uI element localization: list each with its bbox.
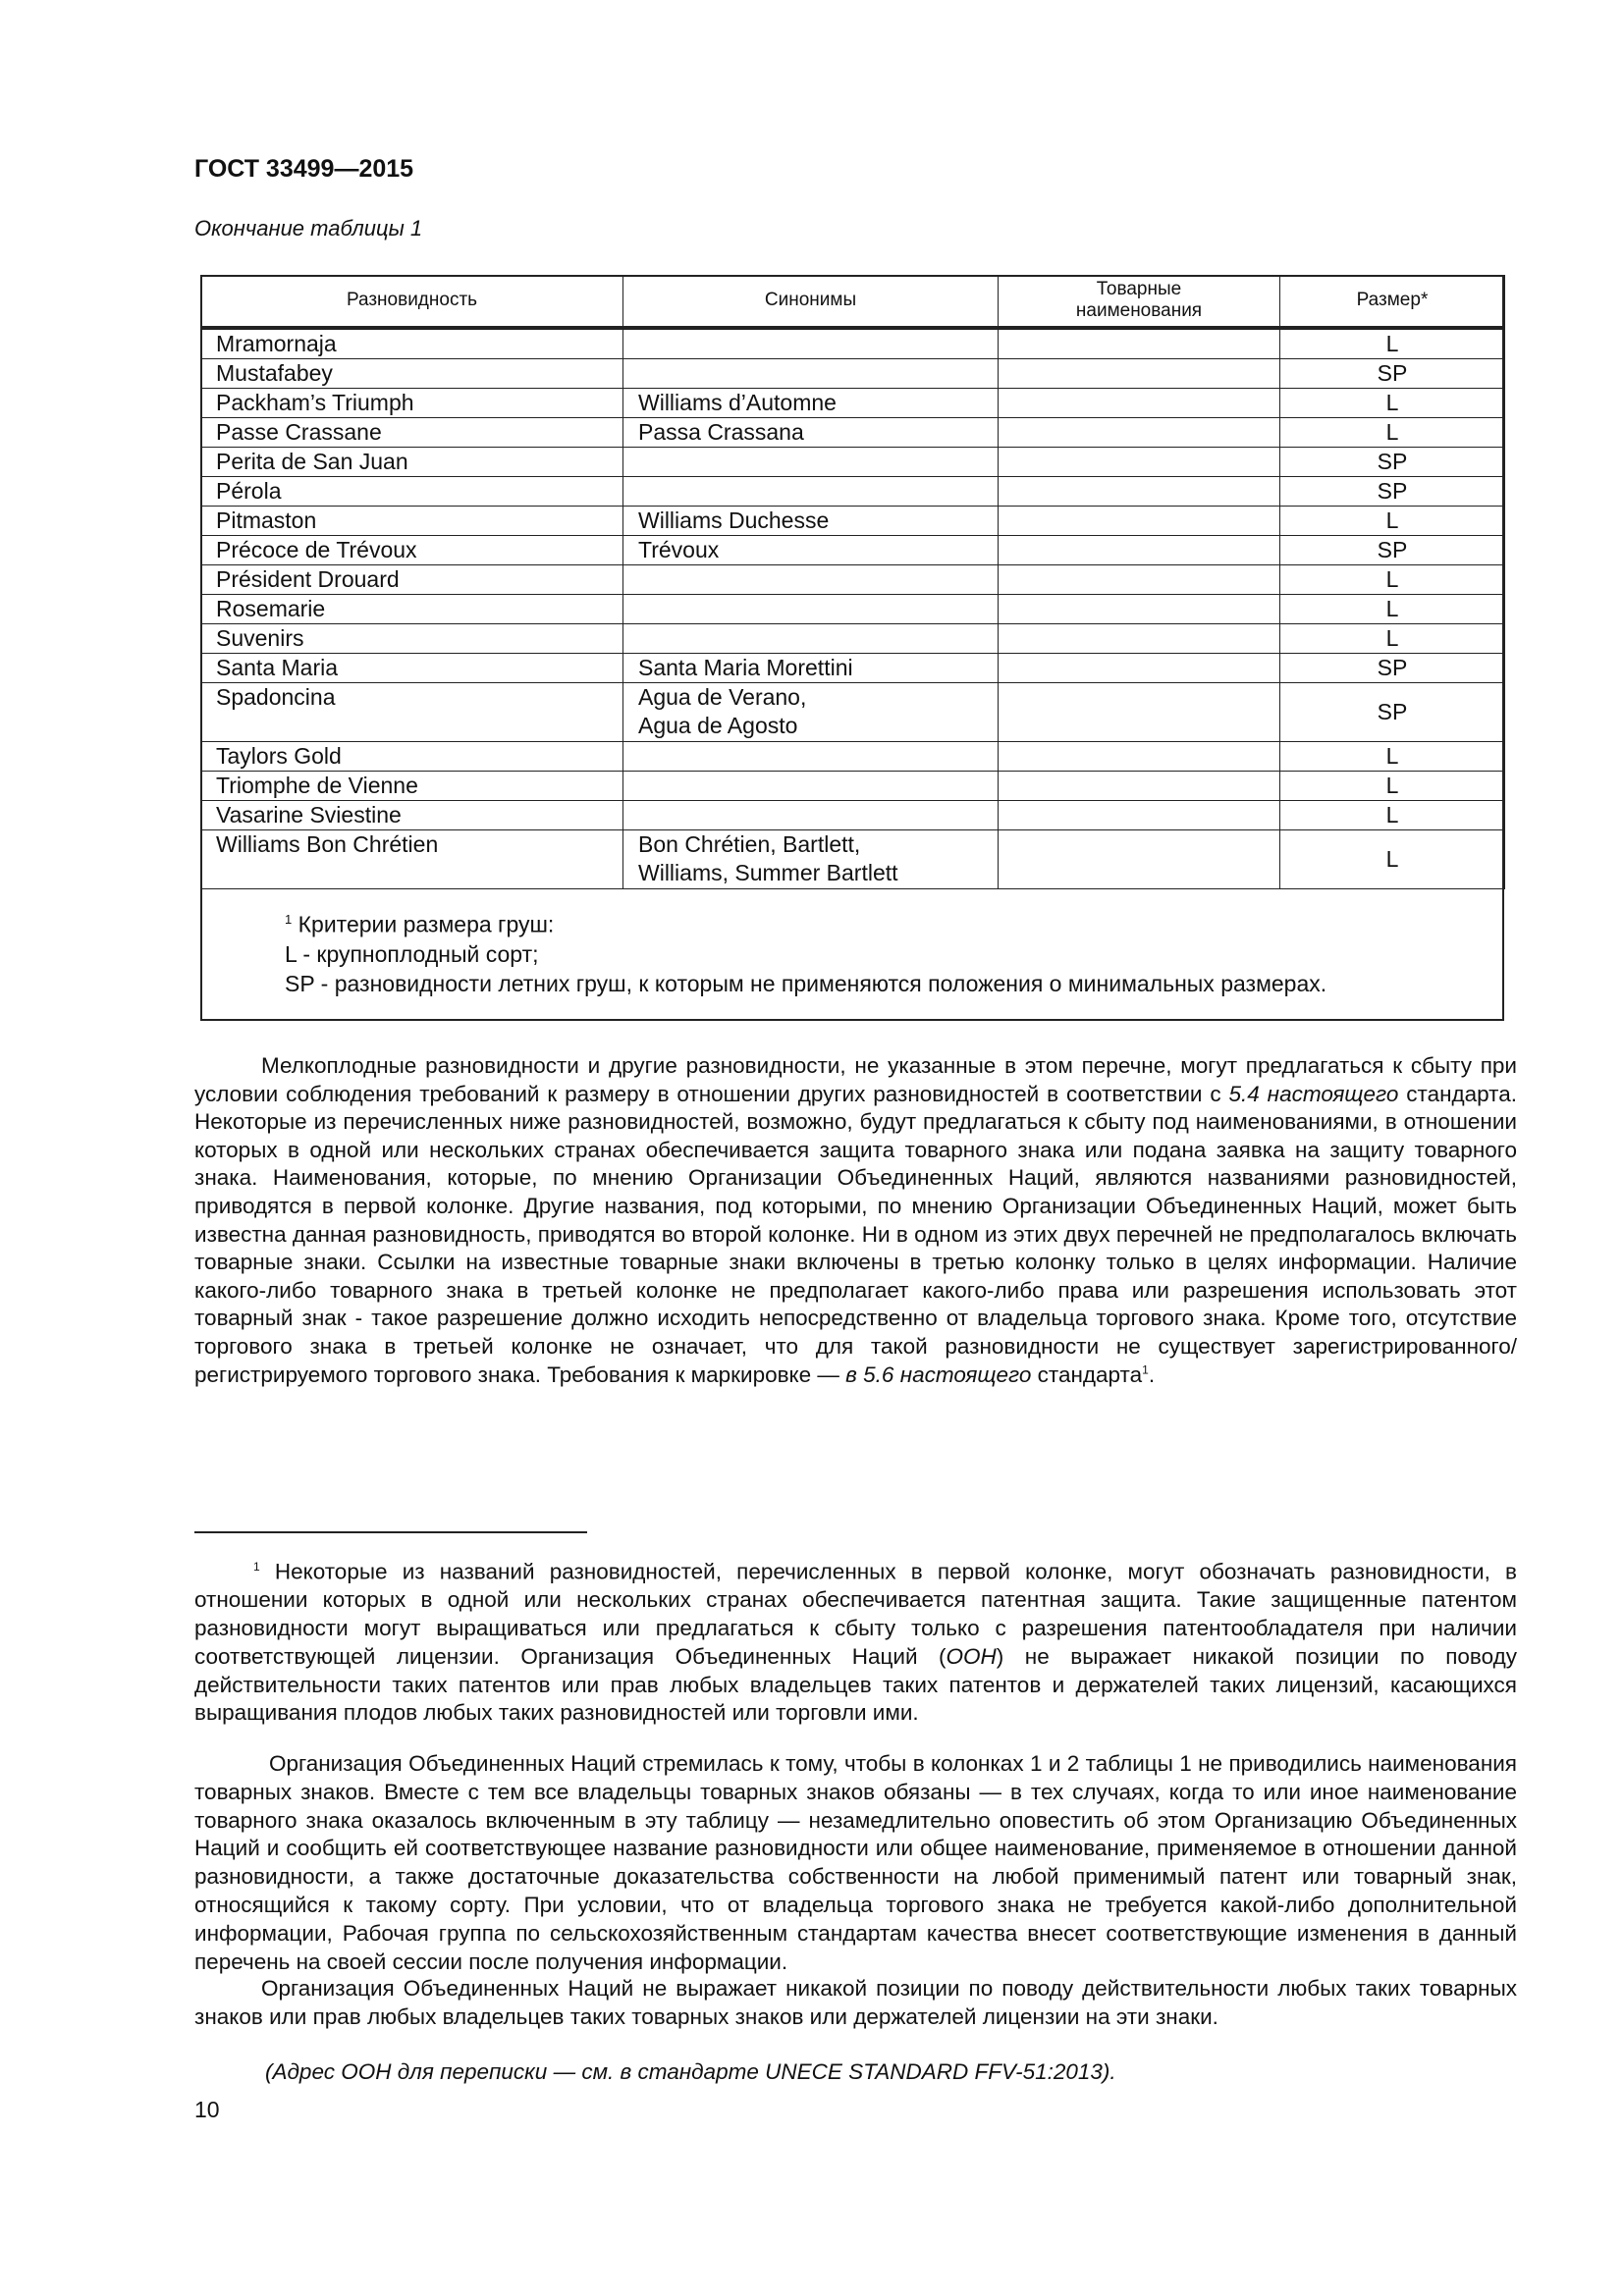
variety-cell: Taylors Gold bbox=[201, 741, 623, 771]
trade-name-cell bbox=[999, 476, 1280, 506]
variety-cell: Spadoncina bbox=[201, 682, 623, 741]
size-cell: L bbox=[1280, 741, 1505, 771]
synonyms-cell bbox=[623, 476, 999, 506]
trade-name-cell bbox=[999, 682, 1280, 741]
trade-name-cell bbox=[999, 623, 1280, 653]
trade-name-cell bbox=[999, 653, 1280, 682]
body-paragraph bbox=[194, 1052, 1517, 1389]
page-number: 10 bbox=[194, 2097, 220, 2122]
size-cell: L bbox=[1280, 417, 1505, 447]
variety-cell: Pérola bbox=[201, 476, 623, 506]
synonyms-cell bbox=[623, 771, 999, 800]
size-cell: L bbox=[1280, 388, 1505, 417]
variety-cell: Packham’s Triumph bbox=[201, 388, 623, 417]
clause-reference: 5.4 настоящего bbox=[1228, 1081, 1399, 1106]
table-row bbox=[201, 358, 1505, 388]
legend-title bbox=[285, 905, 1326, 939]
trade-name-cell bbox=[999, 447, 1280, 476]
synonyms-cell bbox=[623, 741, 999, 771]
synonyms-cell bbox=[623, 653, 999, 682]
table-row bbox=[201, 388, 1505, 417]
synonym-line: Williams d’Automne bbox=[638, 389, 837, 415]
table-row bbox=[201, 417, 1505, 447]
table-caption: Окончание таблицы 1 bbox=[194, 216, 423, 240]
footnote-1 bbox=[194, 1553, 1517, 1728]
size-cell: L bbox=[1280, 328, 1505, 359]
size-cell: SP bbox=[1280, 447, 1505, 476]
variety-cell: Triomphe de Vienne bbox=[201, 771, 623, 800]
trade-name-cell bbox=[999, 829, 1280, 888]
synonym-line: Agua de Verano, bbox=[638, 683, 807, 710]
table-row bbox=[201, 653, 1505, 682]
trade-name-cell bbox=[999, 535, 1280, 564]
footnote-separator bbox=[194, 1531, 587, 1533]
variety-cell: Passe Crassane bbox=[201, 417, 623, 447]
table-row bbox=[201, 623, 1505, 653]
body-text-part: . bbox=[1148, 1362, 1156, 1387]
size-cell: L bbox=[1280, 829, 1505, 888]
table-row bbox=[201, 829, 1505, 888]
footnote-marker: 1 bbox=[1142, 1362, 1149, 1377]
variety-cell: Santa Maria bbox=[201, 653, 623, 682]
size-cell: L bbox=[1280, 594, 1505, 623]
footnote-marker: 1 bbox=[253, 1560, 260, 1574]
synonyms-cell bbox=[623, 564, 999, 594]
synonyms-cell bbox=[623, 328, 999, 359]
trade-name-cell bbox=[999, 741, 1280, 771]
trade-name-cell bbox=[999, 388, 1280, 417]
body-text-part: стандарта bbox=[1031, 1362, 1143, 1387]
variety-cell: Suvenirs bbox=[201, 623, 623, 653]
synonym-line: Santa Maria Morettini bbox=[638, 654, 853, 680]
synonyms-cell bbox=[623, 447, 999, 476]
table-row bbox=[201, 741, 1505, 771]
trade-name-cell bbox=[999, 417, 1280, 447]
footnote-address-note: (Адрес ООН для переписки — см. в стандарте UNECE STANDARD FFV-51:2013). bbox=[265, 2059, 1116, 2084]
trade-name-cell bbox=[999, 800, 1280, 829]
variety-cell: Perita de San Juan bbox=[201, 447, 623, 476]
table-header-row bbox=[201, 276, 1505, 328]
synonyms-cell bbox=[623, 535, 999, 564]
varieties-table bbox=[200, 275, 1505, 889]
clause-reference: в 5.6 настоящего bbox=[845, 1362, 1032, 1387]
synonyms-cell bbox=[623, 358, 999, 388]
table-row bbox=[201, 800, 1505, 829]
body-text-part: стандарта. Некоторые из перечисленных ниже разновидностей, возможно, будут предлагаться к сбыту под наименованиями, в отношении которых в одной или нескольких странах обеспечивается защита товарного знака или подана заявка на защиту товарного знака. Наименования, которые, по мнению Организации Объединенных Наций, являются названиями разновидностей, приводятся в первой колонке. Другие названия, под которыми, по мнению Организации Объединенных Наций, может быть известна данная разновидность, приводятся во второй колонке. Ни в одном из этих двух перечней не предполагалось включать товарные знаки. Ссылки на известные товарные знаки включены в третью колонку только в целях информации. Наличие какого-либо товарного знака в третьей колонке не предполагает какого-либо права или разрешения использовать этот товарный знак - такое разрешение должно исходить непосредственно от владельца торгового знака. Кроме того, отсутствие торгового знака в третьей колонке не означает, что для такой разновидности не существует зарегистрированного/регистрируемого торгового знака. Требования к маркировке — bbox=[194, 1081, 1517, 1387]
synonyms-cell bbox=[623, 506, 999, 535]
size-cell: L bbox=[1280, 506, 1505, 535]
size-cell: SP bbox=[1280, 358, 1505, 388]
size-cell: SP bbox=[1280, 535, 1505, 564]
table-row bbox=[201, 328, 1505, 359]
table-row bbox=[201, 594, 1505, 623]
variety-cell: Président Drouard bbox=[201, 564, 623, 594]
trade-name-cell bbox=[999, 328, 1280, 359]
column-header-size: Размер* bbox=[1280, 276, 1505, 328]
body-text-part: Мелкоплодные разновидности и другие разновидности, не указанные в этом перечне, могут предлагаться к сбыту при условии соблюдения требований к размеру в отношении других разновидностей в соответствии с bbox=[194, 1053, 1517, 1106]
trade-name-cell bbox=[999, 564, 1280, 594]
table-row bbox=[201, 771, 1505, 800]
column-header-trade-names: Товарные наименования bbox=[999, 276, 1280, 328]
table-row bbox=[201, 476, 1505, 506]
synonym-line: Williams Duchesse bbox=[638, 507, 830, 533]
size-legend bbox=[285, 905, 1326, 998]
trade-name-cell bbox=[999, 506, 1280, 535]
synonyms-cell bbox=[623, 682, 999, 741]
variety-cell: Vasarine Sviestine bbox=[201, 800, 623, 829]
size-cell: L bbox=[1280, 623, 1505, 653]
synonyms-cell bbox=[623, 829, 999, 888]
synonym-line: Agua de Agosto bbox=[638, 712, 798, 738]
size-cell: L bbox=[1280, 771, 1505, 800]
trade-name-cell bbox=[999, 594, 1280, 623]
column-header-variety: Разновидность bbox=[201, 276, 623, 328]
variety-cell: Mramornaja bbox=[201, 328, 623, 359]
table-row bbox=[201, 682, 1505, 741]
footnote-paragraph-2: Организация Объединенных Наций стремилась к тому, чтобы в колонках 1 и 2 таблицы 1 не приводились наименования товарных знаков. Вместе с тем все владельцы товарных знаков обязаны — в тех случаях, когда то или иное наименование товарного знака оказалось включенным в эту таблицу — незамедлительно оповестить об этом Организацию Объединенных Наций и сообщить ей соответствующее название разновидности или общее наименование, применяемое в отношении данной разновидности, а также достаточные доказательства собственности на любой применимый патент или товарный знак, относящийся к такому сорту. При условии, что от владельца торгового знака не требуется какой-либо дополнительной информации, Рабочая группа по сельскохозяйственным стандартам качества внесет соответствующие изменения в данный перечень на своей сессии после получения информации. bbox=[194, 1751, 1517, 1974]
synonym-line: Passa Crassana bbox=[638, 418, 804, 445]
variety-cell: Mustafabey bbox=[201, 358, 623, 388]
synonyms-cell bbox=[623, 623, 999, 653]
document-title: ГОСТ 33499—2015 bbox=[194, 155, 414, 183]
synonym-line: Trévoux bbox=[638, 536, 720, 562]
synonym-line: Bon Chrétien, Bartlett, bbox=[638, 830, 861, 857]
footnote-text: Некоторые из названий разновидностей, перечисленных в первой колонке, могут обозначать разновидности, в отношении которых в одной или нескольких странах обеспечивается патентная защита. Такие защищенные патентом разновидности могут выращиваться или предлагаться к сбыту только с разрешения патентообладателя при наличии соответствующей лицензии. Организация Объединенных Наций ( bbox=[194, 1559, 1517, 1669]
legend-footnote-marker: 1 bbox=[285, 912, 293, 927]
trade-name-cell bbox=[999, 358, 1280, 388]
synonyms-cell bbox=[623, 388, 999, 417]
size-cell: SP bbox=[1280, 653, 1505, 682]
synonym-line: Williams, Summer Bartlett bbox=[638, 859, 898, 885]
footnote-abbreviation: ООН bbox=[946, 1643, 997, 1669]
table-row bbox=[201, 447, 1505, 476]
synonyms-cell bbox=[623, 417, 999, 447]
table-row bbox=[201, 535, 1505, 564]
legend-sp: SP - разновидности летних груш, к которым не применяются положения о минимальных размерах. bbox=[285, 970, 1327, 996]
legend-l: L - крупноплодный сорт; bbox=[285, 940, 539, 967]
variety-cell: Précoce de Trévoux bbox=[201, 535, 623, 564]
size-cell: SP bbox=[1280, 476, 1505, 506]
column-header-synonyms: Синонимы bbox=[623, 276, 999, 328]
variety-cell: Pitmaston bbox=[201, 506, 623, 535]
variety-cell: Williams Bon Chrétien bbox=[201, 829, 623, 888]
size-cell: L bbox=[1280, 800, 1505, 829]
trade-name-cell bbox=[999, 771, 1280, 800]
table-row bbox=[201, 564, 1505, 594]
size-cell: SP bbox=[1280, 682, 1505, 741]
legend-title-text: Критерии размера груш: bbox=[298, 911, 555, 937]
footnote-paragraph-3: Организация Объединенных Наций не выражает никакой позиции по поводу действительности любых таких товарных знаков или прав любых владельцев таких товарных знаков или держателей лицензии на эти знаки. bbox=[194, 1976, 1517, 2029]
synonyms-cell bbox=[623, 594, 999, 623]
footnote-text: ) не выражает никакой позиции по поводу действительности таких патентов или прав любых владельцев таких патентов и держателей таких лицензий, касающихся выращивания плодов любых таких разновидностей или торговли ими. bbox=[194, 1643, 1517, 1726]
synonyms-cell bbox=[623, 800, 999, 829]
table-row bbox=[201, 506, 1505, 535]
size-cell: L bbox=[1280, 564, 1505, 594]
variety-cell: Rosemarie bbox=[201, 594, 623, 623]
